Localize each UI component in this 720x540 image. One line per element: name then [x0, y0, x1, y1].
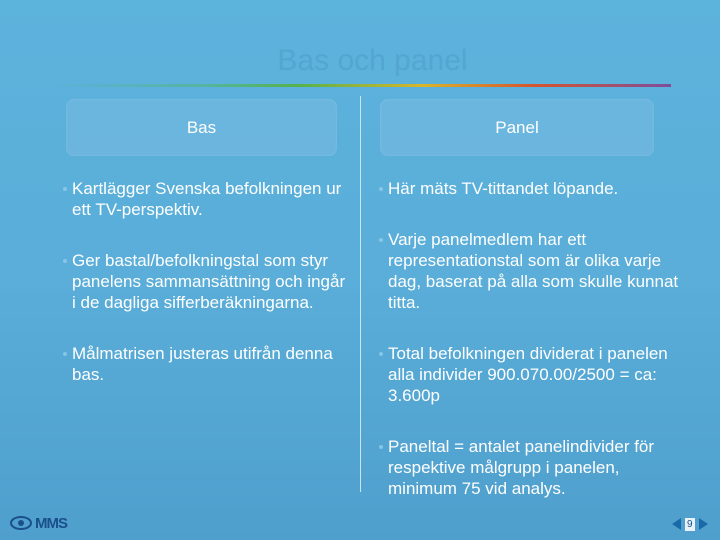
bullet-dot-icon — [63, 187, 67, 191]
bullet-dot-icon — [379, 238, 383, 242]
slide-title: Bas och panel — [277, 44, 468, 77]
slide-navigation — [672, 517, 708, 531]
list-item: Målmatrisen justeras utifrån denna bas. — [72, 343, 352, 385]
next-slide-icon[interactable] — [699, 518, 708, 530]
bullet-dot-icon — [63, 352, 67, 356]
list-item: Kartlägger Svenska befolkningen ur ett TV-perspektiv. — [72, 178, 352, 220]
title-underline — [50, 84, 671, 87]
list-item: Varje panelmedlem har ett representationstal som är olika varje dag, baserat på alla som skulle kunnat titta. — [388, 229, 688, 313]
mms-logo — [10, 515, 67, 531]
list-item: Här mäts TV-tittandet löpande. — [388, 178, 688, 199]
column-divider — [360, 96, 361, 492]
header-panel-label: Panel — [495, 117, 539, 137]
header-bas-label: Bas — [186, 117, 217, 137]
bullet-dot-icon — [379, 187, 383, 191]
eye-logo-icon — [10, 516, 32, 530]
bullet-dot-icon — [379, 445, 383, 449]
bas-bullet-list — [72, 178, 352, 385]
header-bas — [66, 99, 337, 156]
list-item: Ger bastal/befolkningstal som styr panelens sammansättning och ingår i de dagliga sifferberäkningarna. — [72, 250, 352, 313]
header-panel — [380, 99, 654, 156]
bullet-dot-icon — [63, 259, 67, 263]
previous-slide-icon[interactable] — [672, 518, 681, 530]
logo-text: MMS — [35, 514, 67, 532]
list-item: Paneltal = antalet panelindivider för respektive målgrupp i panelen, minimum 75 vid analys. — [388, 436, 688, 499]
bullet-dot-icon — [379, 352, 383, 356]
list-item: Total befolkningen dividerat i panelen alla individer 900.070.00/2500 = ca: 3.600p — [388, 343, 688, 406]
page-number: 9 — [687, 518, 693, 530]
panel-bullet-list — [388, 178, 688, 499]
